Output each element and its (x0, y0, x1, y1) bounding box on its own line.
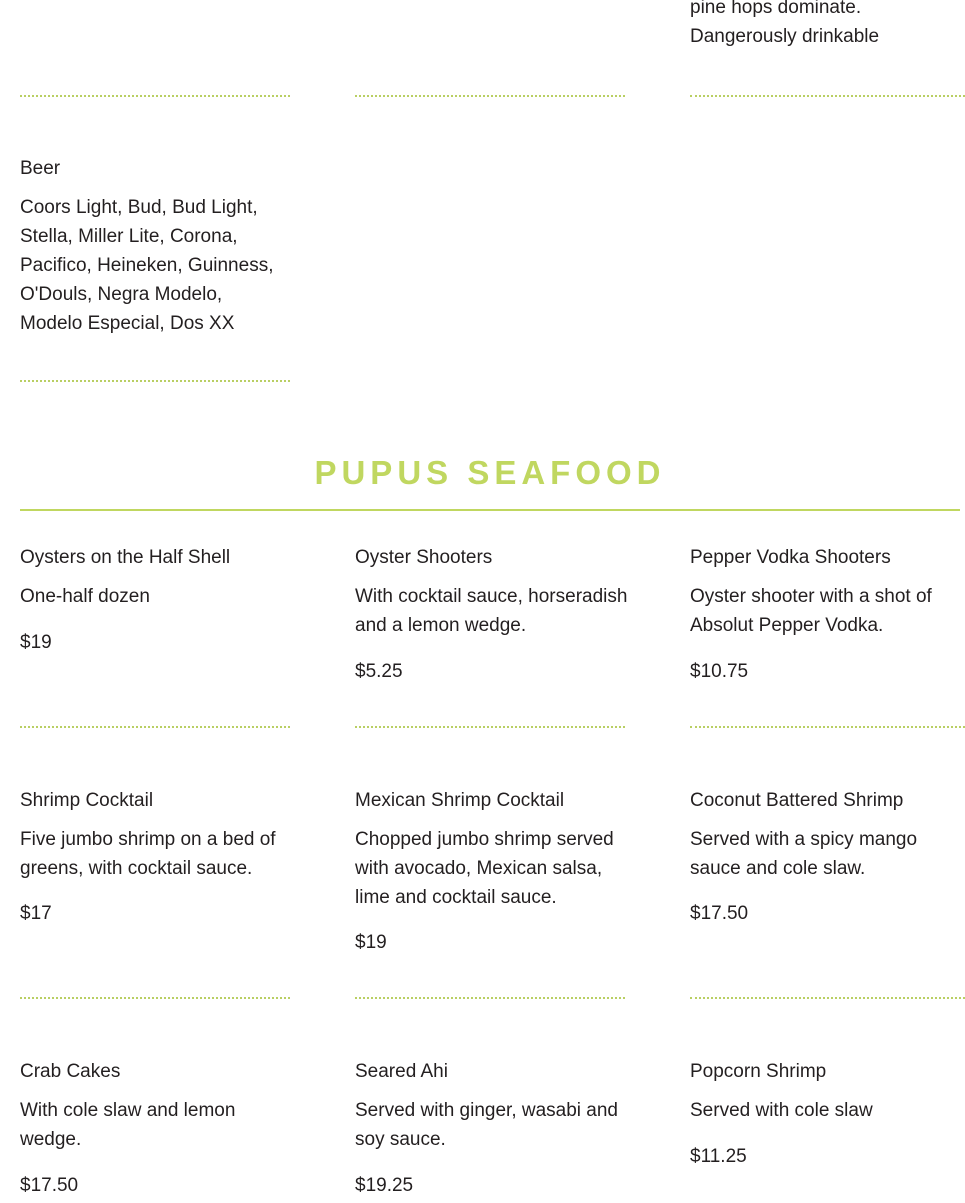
menu-item-price: $17.50 (690, 903, 749, 924)
menu-item-name: Oyster Shooters (355, 547, 493, 568)
menu-item-price: $19 (355, 932, 387, 953)
menu-item-description: Served with a spicy mango sauce and cole slaw. (690, 829, 918, 879)
section-rule (20, 509, 960, 511)
menu-item-name: Pepper Vodka Shooters (690, 547, 891, 568)
section-title: PUPUS SEAFOOD (314, 454, 666, 491)
menu-item-description: One-half dozen (20, 586, 150, 607)
menu-item-price: $19.25 (355, 1175, 414, 1196)
menu-item-price: $11.25 (690, 1146, 747, 1167)
menu-item-name: Shrimp Cocktail (20, 790, 154, 811)
divider (355, 95, 625, 97)
divider (20, 997, 290, 999)
menu-item-price: $10.75 (690, 661, 749, 682)
menu-item-price: $19 (20, 632, 52, 653)
menu-item-description: Chopped jumbo shrimp served with avocado, Mexican salsa, lime and cocktail sauce. (355, 829, 614, 908)
divider (355, 726, 625, 728)
divider (20, 380, 290, 382)
divider (20, 726, 290, 728)
menu-item-price: $17.50 (20, 1175, 79, 1196)
menu-item-description: Coors Light, Bud, Bud Light, Stella, Miller Lite, Corona, Pacifico, Heineken, Guinness, O'Douls, Negra Modelo, Modelo Especial, Dos XX (20, 197, 274, 334)
menu-item-description: Served with cole slaw (690, 1100, 873, 1121)
menu-item-description: With cole slaw and lemon wedge. (20, 1100, 236, 1150)
menu-item-description: Oyster shooter with a shot of Absolut Pepper Vodka. (690, 586, 932, 636)
divider (690, 95, 965, 97)
divider (20, 95, 290, 97)
menu-item-name: Coconut Battered Shrimp (690, 790, 904, 811)
menu-item-name: Popcorn Shrimp (690, 1061, 827, 1082)
menu-item-name: Seared Ahi (355, 1061, 448, 1082)
divider (690, 997, 965, 999)
divider (690, 726, 965, 728)
menu-item-name: Beer (20, 158, 61, 179)
menu-item-description: Five jumbo shrimp on a bed of greens, with cocktail sauce. (20, 829, 276, 879)
partial-item-description: pine hops dominate. Dangerously drinkable (690, 0, 880, 47)
menu-item-name: Oysters on the Half Shell (20, 547, 231, 568)
menu-item-name: Crab Cakes (20, 1061, 121, 1082)
menu-item-description: With cocktail sauce, horseradish and a lemon wedge. (355, 586, 628, 636)
menu-item-description: Served with ginger, wasabi and soy sauce. (355, 1100, 618, 1150)
menu-item-name: Mexican Shrimp Cocktail (355, 790, 565, 811)
menu-item-price: $17 (20, 903, 52, 924)
divider (355, 997, 625, 999)
menu-item-price: $5.25 (355, 661, 403, 682)
